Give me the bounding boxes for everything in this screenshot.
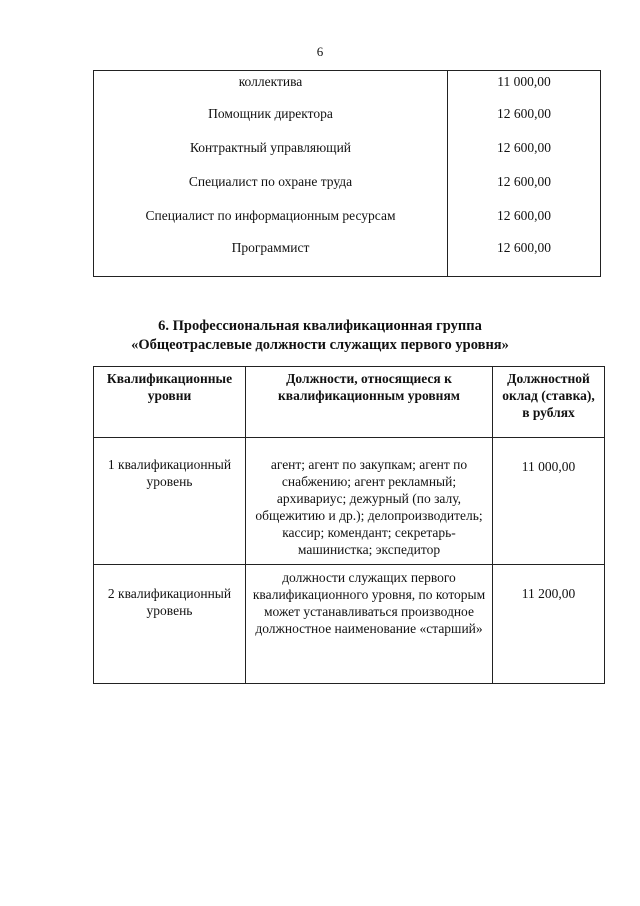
salary-cell: 11 200,00: [493, 565, 605, 684]
salary-cell: 11 000,00: [493, 438, 605, 565]
table-row: [94, 565, 605, 684]
header-positions: Должности, относящиеся к квалификационным уровням: [246, 367, 493, 438]
positions-cell: агент; агент по закупкам; агент по снабжению; агент рекламный; архивариус; дежурный (по залу, общежитию и др.); делопроизводитель; кассир; комендант; секретарь-машинистка; экспедитор: [246, 438, 493, 565]
salary-cell: 12 600,00: [448, 199, 601, 233]
salary-cell: 12 600,00: [448, 131, 601, 165]
table-row: [94, 199, 601, 233]
table-row: [94, 97, 601, 131]
header-salary: Должностной оклад (ставка), в рублях: [493, 367, 605, 438]
table-row: [94, 131, 601, 165]
table-row: [94, 71, 601, 97]
position-cell: Помощник директора: [94, 97, 448, 131]
position-cell: Программист: [94, 233, 448, 277]
salary-cell: 12 600,00: [448, 97, 601, 131]
level-cell: 2 квалификационный уровень: [94, 565, 246, 684]
salary-cell: 12 600,00: [448, 233, 601, 277]
section-heading-line1: 6. Профессиональная квалификационная группа: [158, 318, 482, 334]
positions-cell: должности служащих первого квалификационного уровня, по которым может устанавливаться производное должностное наименование «старший»: [246, 565, 493, 684]
section-heading: [0, 317, 640, 355]
position-cell: Специалист по охране труда: [94, 165, 448, 199]
page-number: 6: [316, 44, 324, 59]
table-row: [94, 438, 605, 565]
qualification-group-table: [93, 366, 605, 684]
salary-cell: 11 000,00: [448, 71, 601, 97]
positions-salary-table-continued: [93, 70, 601, 277]
position-cell: Специалист по информационным ресурсам: [94, 199, 448, 233]
table-header-row: [94, 367, 605, 438]
salary-cell: 12 600,00: [448, 165, 601, 199]
table-row: [94, 233, 601, 277]
position-cell: коллектива: [94, 71, 448, 97]
position-cell: Контрактный управляющий: [94, 131, 448, 165]
header-level: Квалификационные уровни: [94, 367, 246, 438]
level-cell: 1 квалификационный уровень: [94, 438, 246, 565]
section-heading-line2: «Общеотраслевые должности служащих первого уровня»: [131, 337, 509, 353]
table-row: [94, 165, 601, 199]
